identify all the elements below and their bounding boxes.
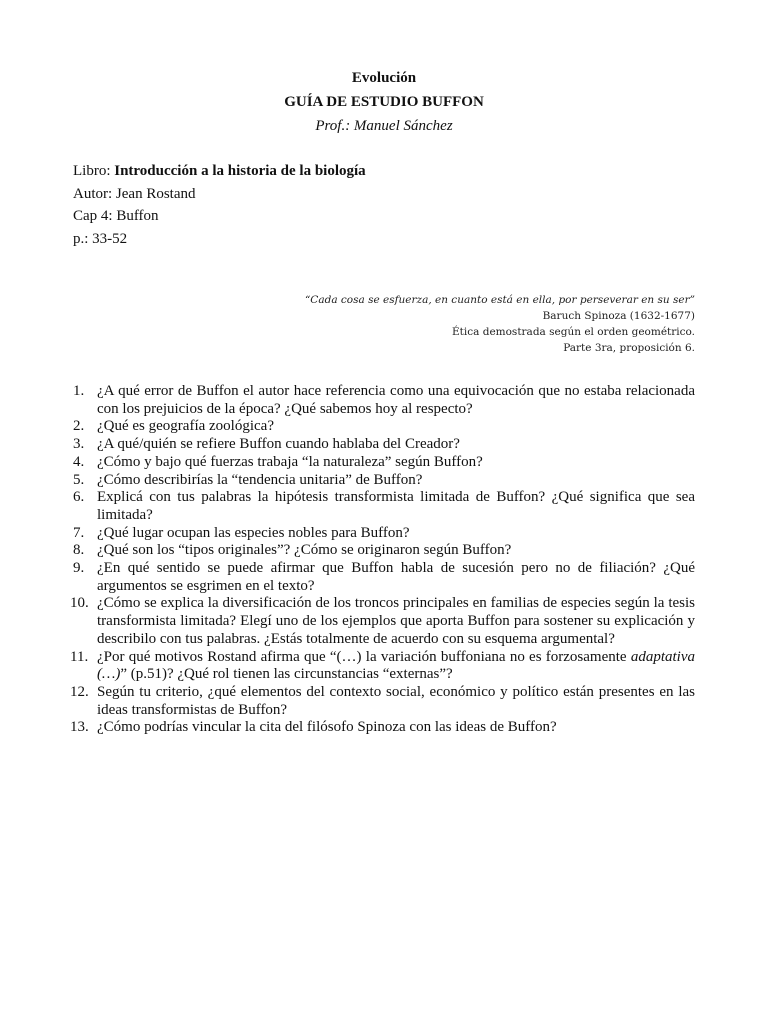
question-item bbox=[73, 436, 695, 454]
question-number: 13. bbox=[70, 719, 89, 736]
question-item bbox=[70, 648, 695, 684]
professor-name: Prof.: Manuel Sánchez bbox=[315, 118, 453, 134]
guide-title: GUÍA DE ESTUDIO BUFFON bbox=[284, 94, 484, 110]
question-text: ¿Qué es geografía zoológica? bbox=[97, 418, 274, 435]
question-item bbox=[73, 418, 695, 436]
quote-reference: Parte 3ra, proposición 6. bbox=[563, 342, 695, 354]
question-text: ¿Cómo se explica la diversificación de los troncos principales en familias de especies según la tesis transformista limitada? Elegí uno de los ejemplos que aporta Buffon para sostener su explicación y describilo con tus palabras. ¿Estás totalmente de acuerdo con su esquema argumental? bbox=[97, 595, 695, 647]
author-row: Autor: Jean Rostand bbox=[73, 185, 196, 202]
question-number: 9. bbox=[73, 560, 85, 577]
pages-row: p.: 33-52 bbox=[73, 230, 128, 247]
question-text-part: ¿Por qué motivos Rostand afirma que “(…) la variación buffoniana no es forzosamente bbox=[97, 648, 631, 665]
question-number: 7. bbox=[73, 524, 85, 541]
quote-text: “Cada cosa se esfuerza, en cuanto está en ella, por perseverar en su ser” bbox=[304, 294, 695, 306]
question-item bbox=[73, 525, 695, 543]
question-text: Explicá con tus palabras la hipótesis transformista limitada de Buffon? ¿Qué significa que sea limitada? bbox=[97, 489, 695, 523]
question-number: 1. bbox=[73, 383, 85, 399]
question-item bbox=[73, 383, 695, 418]
question-number: 10. bbox=[70, 595, 89, 612]
quote-author: Baruch Spinoza (1632-1677) bbox=[542, 310, 695, 322]
question-list bbox=[70, 383, 695, 737]
question-item bbox=[70, 595, 695, 648]
quote-work: Ética demostrada según el orden geométrico. bbox=[452, 326, 695, 338]
question-number: 3. bbox=[73, 436, 85, 453]
question-text: ¿En qué sentido se puede afirmar que Buffon habla de sucesión pero no de filiación? ¿Qué argumentos se esgrimen en el texto? bbox=[97, 560, 695, 594]
question-item bbox=[73, 542, 695, 560]
question-number: 8. bbox=[73, 542, 85, 559]
question-text: ¿A qué/quién se refiere Buffon cuando hablaba del Creador? bbox=[97, 436, 460, 453]
question-item bbox=[70, 683, 695, 719]
chapter-row: Cap 4: Buffon bbox=[73, 208, 159, 224]
question-item bbox=[73, 472, 695, 490]
question-number: 5. bbox=[73, 471, 85, 488]
question-number: 2. bbox=[73, 418, 85, 435]
epigraph bbox=[305, 292, 695, 356]
question-item bbox=[73, 489, 695, 524]
question-number: 11. bbox=[70, 648, 89, 665]
question-text: ¿Cómo describirías la “tendencia unitaria” de Buffon? bbox=[97, 471, 423, 488]
question-number: 12. bbox=[70, 683, 89, 700]
document-header bbox=[0, 66, 768, 138]
question-item bbox=[73, 560, 695, 595]
question-text: ¿Cómo y bajo qué fuerzas trabaja “la naturaleza” según Buffon? bbox=[97, 453, 483, 470]
question-number: 6. bbox=[73, 489, 85, 506]
question-text: Según tu criterio, ¿qué elementos del contexto social, económico y político están presentes en las ideas transformistas de Buffon? bbox=[97, 683, 695, 718]
book-label: Libro: bbox=[73, 163, 115, 179]
question-number: 4. bbox=[73, 453, 85, 470]
book-info bbox=[73, 160, 366, 250]
book-title: Introducción a la historia de la biología bbox=[114, 163, 366, 179]
course-title: Evolución bbox=[351, 70, 417, 86]
book-row bbox=[73, 160, 366, 183]
question-text: ¿Qué lugar ocupan las especies nobles para Buffon? bbox=[97, 524, 410, 541]
question-item bbox=[70, 719, 695, 737]
question-text-part: ” (p.51)? ¿Qué rol tienen las circunstancias “externas”? bbox=[120, 666, 453, 683]
question-item bbox=[73, 454, 695, 472]
question-text: ¿Cómo podrías vincular la cita del filósofo Spinoza con las ideas de Buffon? bbox=[97, 719, 557, 736]
question-text: ¿A qué error de Buffon el autor hace referencia como una equivocación que no estaba relacionada con los prejuicios de la época? ¿Qué sabemos hoy al respecto? bbox=[97, 383, 695, 417]
question-text: ¿Qué son los “tipos originales”? ¿Cómo se originaron según Buffon? bbox=[97, 542, 512, 559]
question-text-italic: adaptativa (…) bbox=[97, 648, 695, 683]
